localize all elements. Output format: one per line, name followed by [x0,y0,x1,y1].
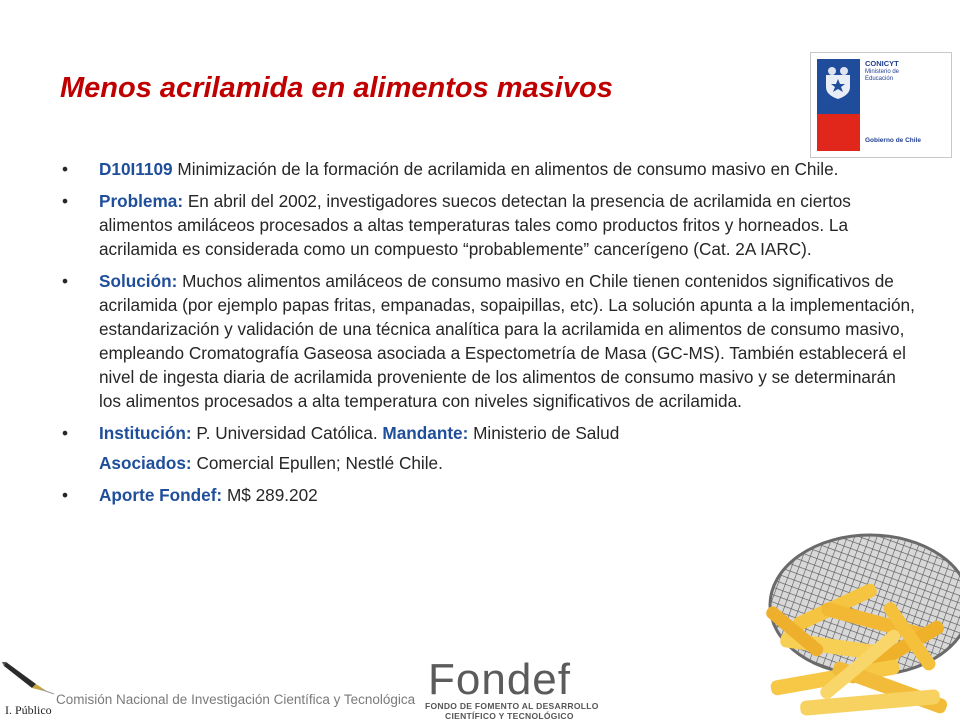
funding-label: Aporte Fondef: [99,485,223,505]
classification-label: I. Público [5,703,52,717]
fondef-subtitle-line2: CIENTÍFICO Y TECNOLÓGICO [445,711,574,721]
bullet-list [62,157,922,515]
logo-government: Gobierno de Chile [865,137,921,144]
french-fries-image [760,530,960,720]
logo-subtitle: Ministerio de Educación [865,69,900,82]
institution-label: Institución: [99,423,192,443]
mandante-text: Ministerio de Salud [473,423,620,443]
bullet-funding [62,483,922,507]
conicyt-logo [810,52,952,158]
solution-text: Muchos alimentos amiláceos de consumo masivo en Chile tienen contenidos significativos de acrilamida (por ejemplo papas fritas, empanadas, sopaipillas, etc). La solución apunta a la implementación, estandarización y validación de una técnica analítica para la acrilamida en alimentos de consumo masivo, empleando Cromatografía Gaseosa asociada a Espectometría de Masa (GC-MS). También establecerá el nivel de ingesta diaria de acrilamida proveniente de los alimentos de consumo masivo y se determinarán los alimentos procesados a alta temperatura con niveles significativos de acrilamida. [99,271,915,411]
associates-line [62,451,922,475]
conicyt-shield-icon [821,61,855,105]
institution-text: P. Universidad Católica. [196,423,378,443]
project-code: D10I1109 [99,159,173,179]
bullet-problem [62,189,922,261]
bullet-project [62,157,922,181]
commission-footer: Comisión Nacional de Investigación Científica y Tecnológica [56,692,416,707]
slide-title: Menos acrilamida en alimentos masivos [60,72,613,104]
associates-label: Asociados: [99,453,192,473]
solution-label: Solución: [99,271,178,291]
mandante-label: Mandante: [382,423,469,443]
logo-name: CONICYT [865,59,899,68]
problem-text: En abril del 2002, investigadores suecos detectan la presencia de acrilamida en ciertos alimentos amiláceos procesados a altas temperaturas tales como productos fritos y horneados. La acrilamida es considerada como un compuesto “probablemente” cancerígeno (Cat. 2A IARC). [99,191,851,259]
associates-text: Comercial Epullen; Nestlé Chile. [196,453,443,473]
problem-label: Problema: [99,191,184,211]
project-description: Minimización de la formación de acrilamida en alimentos de consumo masivo en Chile. [177,159,839,179]
fondef-subtitle-line1: FONDO DE FOMENTO AL DESARROLLO [425,701,599,711]
bullet-solution [62,269,922,413]
bullet-institution [62,421,922,445]
funding-amount: M$ 289.202 [226,485,318,505]
fondef-logo: Fondef [428,655,571,704]
fountain-pen-icon [2,656,58,696]
